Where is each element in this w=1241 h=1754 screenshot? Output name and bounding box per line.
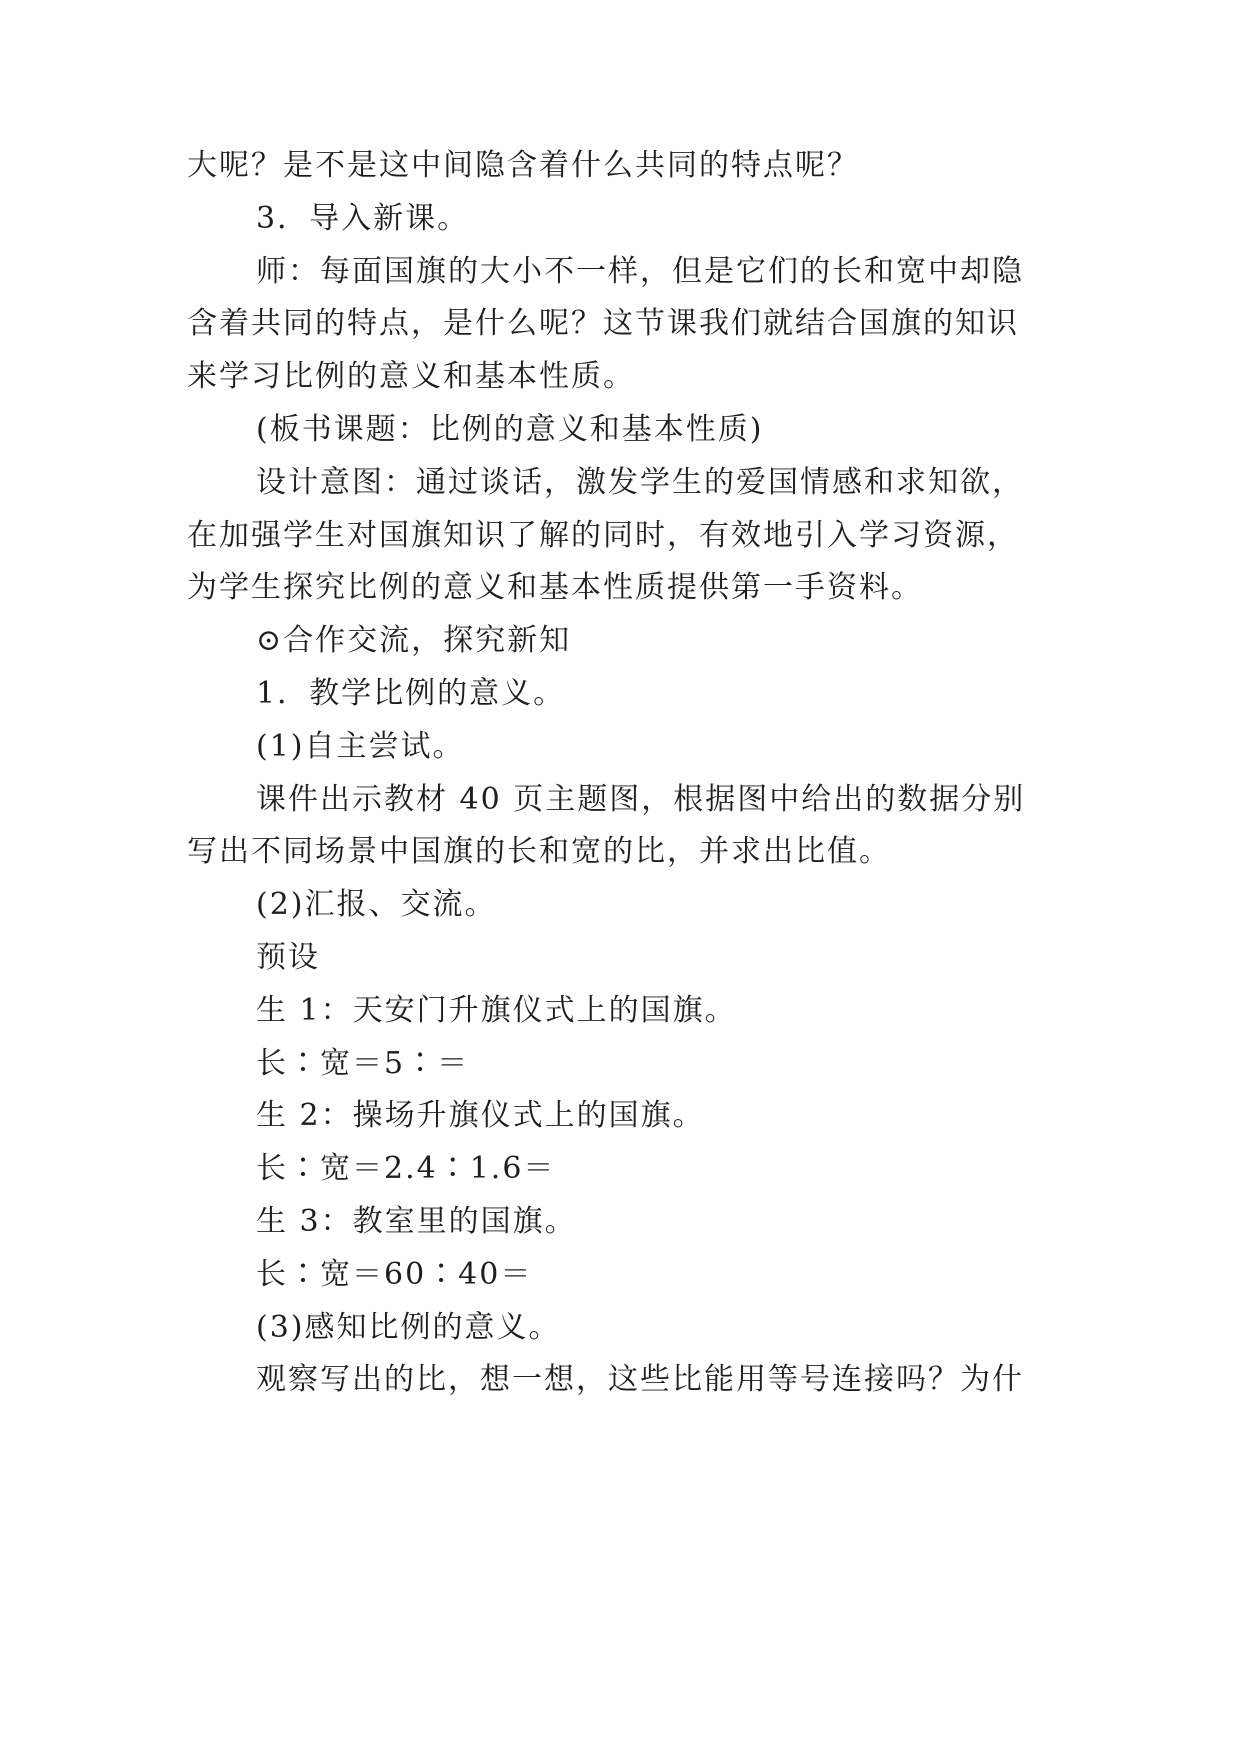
text-line: (1)自主尝试。	[256, 729, 465, 764]
text-line: (2)汇报、交流。	[256, 887, 497, 922]
text-line: 长∶宽＝5∶＝	[256, 1046, 470, 1081]
text-line: (3)感知比例的意义。	[256, 1310, 561, 1345]
text-line: 长∶宽＝2.4∶1.6＝	[256, 1151, 556, 1186]
text-line: 含着共同的特点，是什么呢？这节课我们就结合国旗的知识	[187, 306, 1019, 341]
text-line: 生 1：天安门升旗仪式上的国旗。	[256, 993, 737, 1028]
text-line: 3．导入新课。	[256, 201, 470, 236]
text-line: 设计意图：通过谈话，激发学生的爱国情感和求知欲，	[256, 465, 1024, 500]
text-line: 写出不同场景中国旗的长和宽的比，并求出比值。	[187, 834, 891, 869]
text-line: 来学习比例的意义和基本性质。	[187, 359, 635, 394]
text-line: 1．教学比例的意义。	[256, 676, 566, 711]
text-line: 长∶宽＝60∶40＝	[256, 1257, 533, 1292]
text-line: (板书课题：比例的意义和基本性质)	[256, 412, 764, 447]
text-line: 师：每面国旗的大小不一样，但是它们的长和宽中却隐	[256, 254, 1024, 289]
text-line: 大呢？是不是这中间隐含着什么共同的特点呢？	[187, 148, 859, 183]
text-line: 在加强学生对国旗知识了解的同时，有效地引入学习资源，	[187, 518, 1019, 553]
section-heading: ⊙合作交流，探究新知	[256, 623, 572, 658]
text-line: 为学生探究比例的意义和基本性质提供第一手资料。	[187, 570, 923, 605]
text-line: 课件出示教材 40 页主题图，根据图中给出的数据分别	[256, 782, 1026, 817]
text-line: 生 2：操场升旗仪式上的国旗。	[256, 1098, 705, 1133]
text-line: 生 3：教室里的国旗。	[256, 1204, 577, 1239]
text-line: 观察写出的比，想一想，这些比能用等号连接吗？为什	[256, 1362, 1024, 1397]
text-line: 预设	[256, 940, 320, 975]
